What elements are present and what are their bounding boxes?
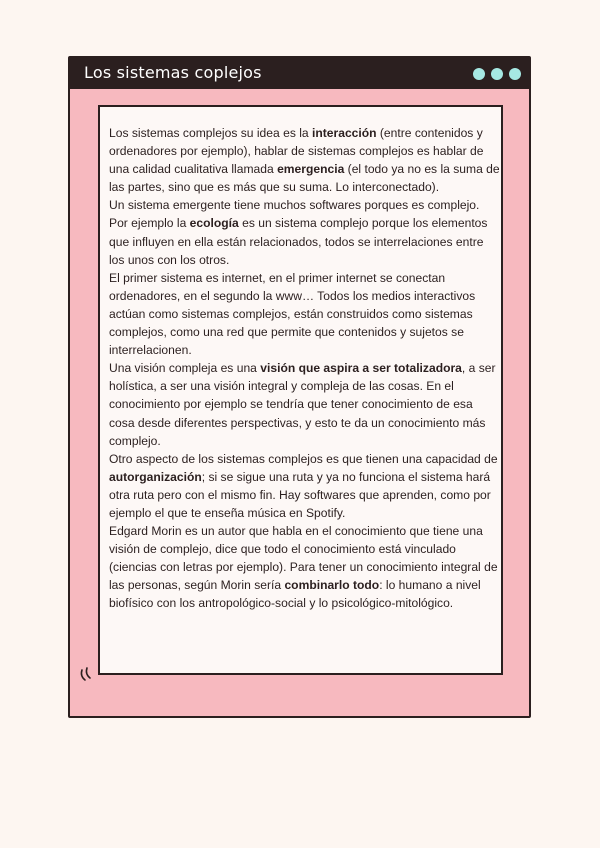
text-run: Un sistema emergente tiene muchos softwares porques es complejo. Por ejemplo la [109,198,480,231]
text-run: ; si se sigue una ruta y ya no funciona el sistema hará otra ruta pero con el mismo fin. Hay softwares que aprenden, como por ejemplo el que te enseña música en Spotify. [109,469,491,520]
paragraph [109,196,501,268]
window-titlebar [68,56,531,89]
highlighted-term: autorganización [109,469,202,484]
window-dot-2-icon[interactable] [491,68,503,80]
paragraph [109,359,501,449]
content-panel [98,105,503,675]
text-run: Los sistemas complejos su idea es la [109,126,313,140]
highlighted-term: emergencia [277,162,345,177]
text-run: , a ser holística, a ser una visión integral y compleja de las cosas. En el conocimiento por ejemplo se tendría que tener conocimiento de esa cosa desde diferentes perspectivas, y esto te da un conocimiento más complejo. [109,361,496,448]
window-title: Los sistemas coplejos [84,63,262,82]
paragraph [109,124,501,196]
text-run: es un sistema complejo porque los elementos que influyen en ella están relacionados, todos se interrelaciones entre los unos con los otros. [109,216,488,267]
squiggle-decoration-icon [78,664,98,684]
highlighted-term: interacción [312,126,377,140]
highlighted-term: combinarlo todo [284,578,380,593]
paragraph [109,269,501,359]
text-run: : lo humano a nivel biofísico con los antropológico-social y lo psicológico-mitológico. [109,578,481,611]
window-dot-3-icon[interactable] [509,68,521,80]
text-run: Una visión compleja es una [109,361,261,376]
highlighted-term: ecología [189,216,239,231]
paragraph [109,450,501,522]
text-run: Edgard Morin es un autor que habla en el conocimiento que tiene una visión de complejo, dice que todo el conocimiento está vinculado (ciencias con letras por ejemplo). Para tener un conocimiento integral de las personas, según Morin sería [109,524,498,593]
window-dot-1-icon[interactable] [473,68,485,80]
highlighted-term: visión que aspira a ser totalizadora [260,361,462,376]
text-run: (el todo ya no es la suma de las partes, sino que es más que su suma. Lo interconectado). [109,162,500,195]
text-run: (entre contenidos y ordenadores por ejemplo), hablar de sistemas complejos es hablar de una calidad cualitativa llamada [109,126,484,177]
note-window [68,56,531,718]
notes-text [109,124,501,613]
window-controls [473,68,521,80]
text-run: El primer sistema es internet, en el primer internet se conectan ordenadores, en el segundo la www… Todos los medios interactivos actúan como sistemas complejos, están construidos como sistemas complejos, como una red que permite que contenidos y sujetos se interrelacionen. [109,270,476,358]
text-run: Otro aspecto de los sistemas complejos es que tienen una capacidad de [109,451,498,466]
paragraph [109,522,501,612]
